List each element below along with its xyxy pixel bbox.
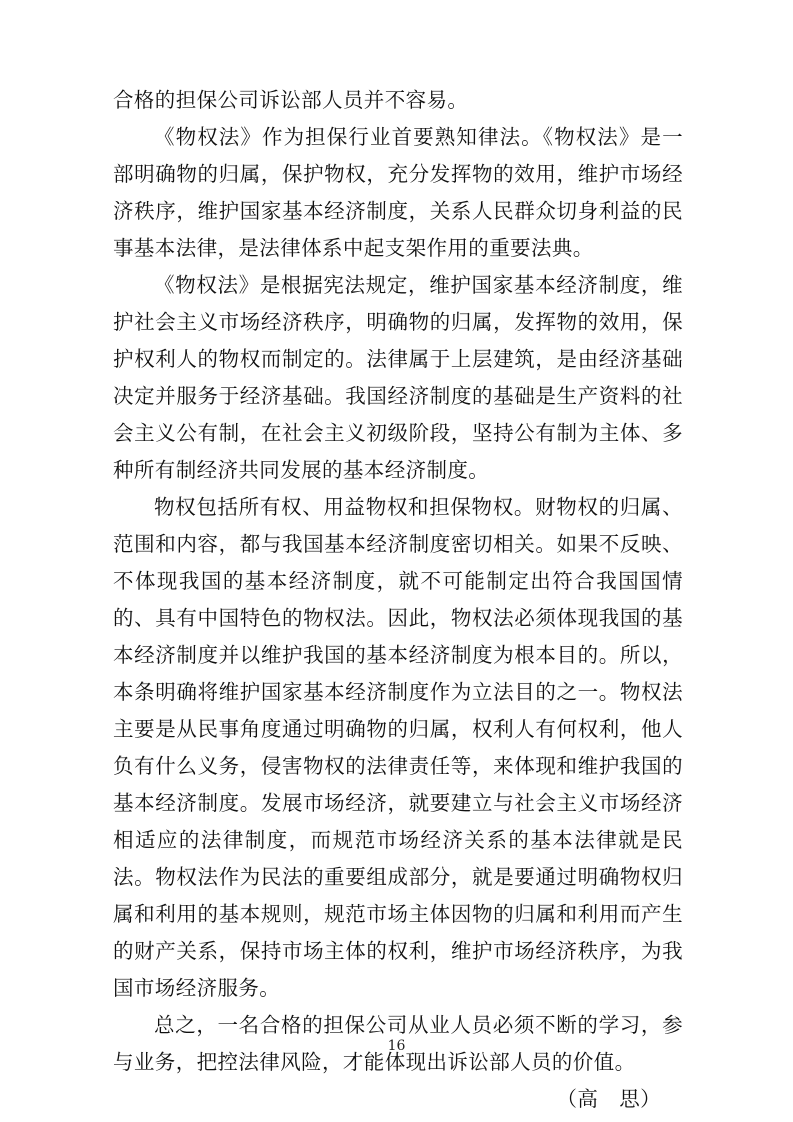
- paragraph-1: 合格的担保公司诉讼部人员并不容易。: [113, 88, 469, 112]
- author-signature: （高 思）: [556, 1087, 661, 1111]
- paragraph-4: 物权包括所有权、用益物权和担保物权。财物权的归属、范围和内容，都与我国基本经济制度密切相关。如果不反映、不体现我国的基本经济制度，就不可能制定出符合我国国情的、具有中国特色的物权法。因此，物权法必须体现我国的基本经济制度并以维护我国的基本经济制度为根本目的。所以，本条明确将维护国家基本经济制度作为立法目的之一。物权法主要是从民事角度通过明确物的归属，权利人有何权利，他人负有什么义务，侵害物权的法律责任等，来体现和维护我国的基本经济制度。发展市场经济，就要建立与社会主义市场经济相适应的法律制度，而规范市场经济关系的基本法律就是民法。物权法作为民法的重要组成部分，就是要通过明确物权归属和利用的基本规则，规范市场主体因物的归属和利用而产生的财产关系，保持市场主体的权利，维护市场经济秩序，为我国市场经济服务。: [113, 495, 683, 1000]
- paragraph-2: 《物权法》作为担保行业首要熟知律法。《物权法》是一部明确物的归属，保护物权，充分发挥物的效用，维护市场经济秩序，维护国家基本经济制度，关系人民群众切身利益的民事基本法律，是法律体系中起支架作用的重要法典。: [113, 125, 683, 260]
- page-number: 16: [387, 1038, 406, 1054]
- paragraph-5: 总之，一名合格的担保公司从业人员必须不断的学习，参与业务，把控法律风险，才能体现出诉讼部人员的价值。: [113, 1013, 683, 1074]
- paragraph-3: 《物权法》是根据宪法规定，维护国家基本经济制度，维护社会主义市场经济秩序，明确物的归属，发挥物的效用，保护权利人的物权而制定的。法律属于上层建筑，是由经济基础决定并服务于经济基础。我国经济制度的基础是生产资料的社会主义公有制，在社会主义初级阶段，坚持公有制为主体、多种所有制经济共同发展的基本经济制度。: [113, 273, 683, 482]
- document-body: [113, 82, 683, 1118]
